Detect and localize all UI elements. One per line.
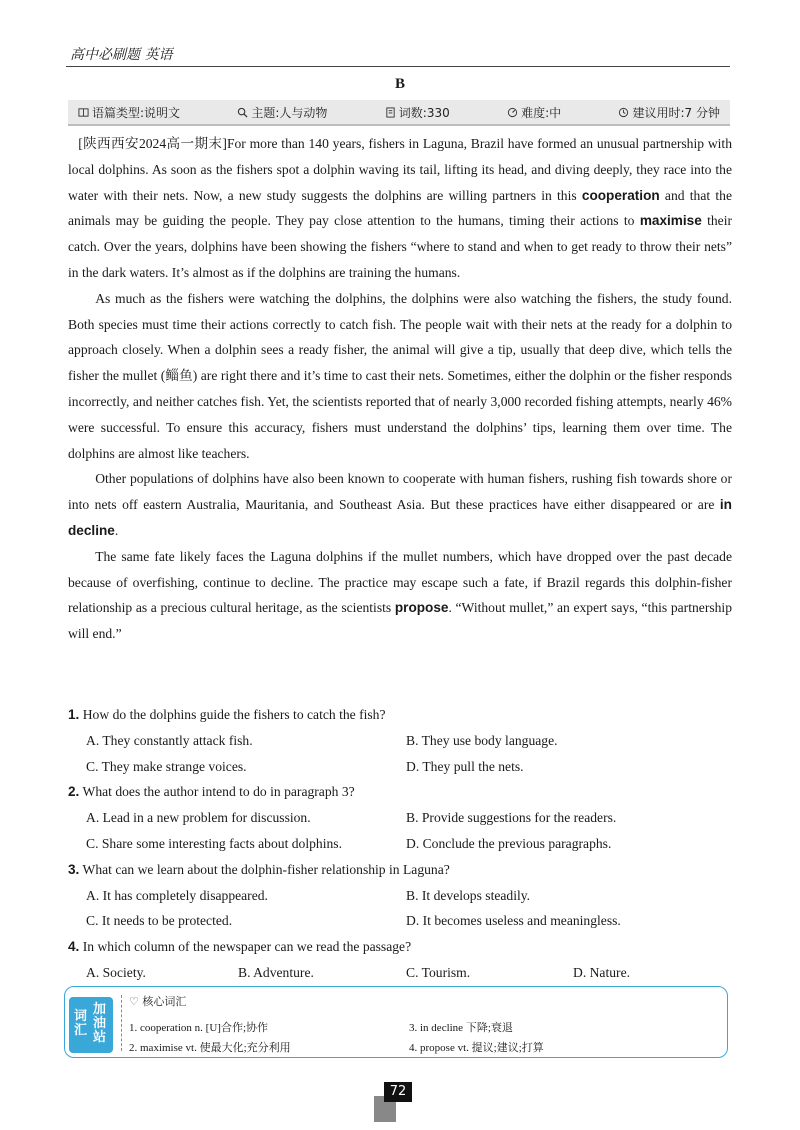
paragraph-3-text-a: Other populations of dolphins have also been known to cooperate with human fishers, rushing fish towards shore or into nets off eastern Australia, Mauritania, and Southeast Asia. But these practices have either disappeared or are <box>68 471 732 513</box>
keyword-in-decline: in decline <box>68 497 732 538</box>
book-title: 高中必刷题 英语 <box>70 47 173 63</box>
keyword-cooperation: cooperation <box>581 187 660 203</box>
option-b: B. It develops steadily. <box>406 887 531 903</box>
paragraph-3 <box>68 466 732 543</box>
question-number: 1. <box>68 707 80 722</box>
meta-theme <box>237 104 327 121</box>
paragraph-4 <box>68 544 732 647</box>
question-3 <box>68 857 732 883</box>
badge-text-right: 加油站 <box>93 1002 107 1045</box>
option-row <box>68 728 732 754</box>
question-number: 3. <box>68 861 80 877</box>
question-2 <box>68 779 732 805</box>
meta-theme-text: 主题:人与动物 <box>251 105 328 120</box>
paragraph-2: As much as the fishers were watching the dolphins, the dolphins were also watching the fishers, the study found. Both species must time their actions correctly to catch fish. The people wait with their nets at the ready for a dolphin to approach closely. When a dolphin sees a ready fisher, the animal will give a tip, usually that deep dive, which tells the fisher the mullet (鲻鱼) are right there and it’s time to cast their nets. Sometimes, either the dolphin or the fisher responds incorrectly, and neither catches fish. Yet, the scientists reported that of nearly 3,000 recorded fishing attempts, nearly 46% were successful. To ensure this accuracy, fishers must understand the dolphins’ tips, learning them over time. The dolphins are almost like teachers. <box>68 290 732 461</box>
passage-source: [陕西西安2024高一期末] <box>78 136 227 151</box>
meta-time <box>618 104 720 121</box>
meta-type <box>78 104 180 121</box>
meta-difficulty <box>507 104 561 121</box>
option-d: D. They pull the nets. <box>406 758 524 774</box>
question-list <box>68 702 732 986</box>
vocab-divider <box>121 995 123 1051</box>
paragraph-4-text-a: The same fate likely faces the Laguna dolphins if the mullet numbers, which have dropped over the past decade because of overfishing, continue to decline. The practice may escape such a fate, if Brazil regards this dolphin-fisher relationship as a precious cultural heritage, as the scientists <box>68 548 732 616</box>
document-icon <box>385 107 396 118</box>
vocab-item-4: 4. propose vt. 提议;建议;打算 <box>409 1042 544 1054</box>
option-a: A. They constantly attack fish. <box>86 732 253 748</box>
option-d: D. Nature. <box>573 964 630 980</box>
question-number: 2. <box>68 784 80 800</box>
passage-meta-bar <box>68 100 730 126</box>
paragraph-1 <box>68 131 732 286</box>
question-4 <box>68 934 732 960</box>
option-b: B. Provide suggestions for the readers. <box>406 810 617 826</box>
option-row <box>68 883 732 909</box>
vocab-badge <box>69 997 113 1053</box>
vocab-heading <box>129 993 186 1009</box>
option-row <box>68 960 732 986</box>
reading-passage <box>68 131 732 647</box>
option-b: B. They use body language. <box>406 732 558 748</box>
clock-icon <box>618 107 629 118</box>
meta-words-text: 词数:330 <box>398 105 450 120</box>
page-number: 72 <box>384 1082 412 1102</box>
question-number: 4. <box>68 939 80 955</box>
option-d: D. It becomes useless and meaningless. <box>406 913 621 929</box>
meta-difficulty-text: 难度:中 <box>521 105 562 120</box>
heart-icon: ♡ <box>129 995 143 1008</box>
vocab-item-1: 1. cooperation n. [U]合作;协作 <box>129 1022 268 1034</box>
paragraph-1-text-c: their catch. Over the years, dolphins have been showing the fishers “where to stand and when to get ready to throw their nets” in the dark waters. It’s almost as if the dolphins are training the humans. <box>68 213 733 280</box>
meta-type-text: 语篇类型:说明文 <box>92 105 181 120</box>
keyword-propose: propose <box>394 600 449 616</box>
search-icon <box>237 107 248 118</box>
question-stem: In which column of the newspaper can we read the passage? <box>79 939 412 955</box>
keyword-maximise: maximise <box>639 213 702 229</box>
option-row <box>68 805 732 831</box>
option-d: D. Conclude the previous paragraphs. <box>406 835 612 851</box>
option-c: C. Share some interesting facts about dolphins. <box>86 835 342 851</box>
option-row <box>68 831 732 857</box>
paragraph-4-text-b: . “Without mullet,” an expert says, “this partnership will end.” <box>68 600 733 642</box>
paragraph-1-text-b: and that the animals may be guiding the people. They pay close attention to the humans, timing their actions to <box>68 187 732 229</box>
paragraph-3-text-b: . <box>114 522 119 538</box>
book-icon <box>78 107 89 118</box>
meta-words <box>385 104 450 121</box>
question-stem: What does the author intend to do in paragraph 3? <box>79 784 355 800</box>
section-letter: B <box>394 76 405 92</box>
option-c: C. They make strange voices. <box>86 758 247 774</box>
question-1 <box>68 702 732 728</box>
option-b: B. Adventure. <box>238 964 314 980</box>
question-stem: What can we learn about the dolphin-fisher relationship in Laguna? <box>79 861 450 877</box>
question-stem: How do the dolphins guide the fishers to catch the fish? <box>79 707 386 722</box>
option-c: C. It needs to be protected. <box>86 913 233 929</box>
gauge-icon <box>507 107 518 118</box>
option-a: A. Society. <box>86 964 146 980</box>
vocab-item-2: 2. maximise vt. 使最大化;充分利用 <box>129 1042 291 1054</box>
vocab-heading-text: 核心词汇 <box>142 995 187 1008</box>
paragraph-1-text-a: For more than 140 years, fishers in Laguna, Brazil have formed an unusual partnership with local dolphins. As soon as the fishers spot a dolphin waving its tail, lifting its head, and diving deeply, they race into the water with their nets. Now, a new study suggests the dolphins are willing partners in this <box>68 136 732 203</box>
vocab-box <box>64 986 728 1058</box>
option-c: C. Tourism. <box>406 964 471 980</box>
header-rule <box>66 66 730 67</box>
option-a: A. It has completely disappeared. <box>86 887 268 903</box>
option-row <box>68 754 732 780</box>
badge-text-left: 词汇 <box>74 1009 88 1038</box>
vocab-item-3: 3. in decline 下降;衰退 <box>409 1022 513 1034</box>
meta-time-text: 建议用时:7 分钟 <box>632 105 720 120</box>
option-a: A. Lead in a new problem for discussion. <box>86 810 311 826</box>
option-row <box>68 908 732 934</box>
